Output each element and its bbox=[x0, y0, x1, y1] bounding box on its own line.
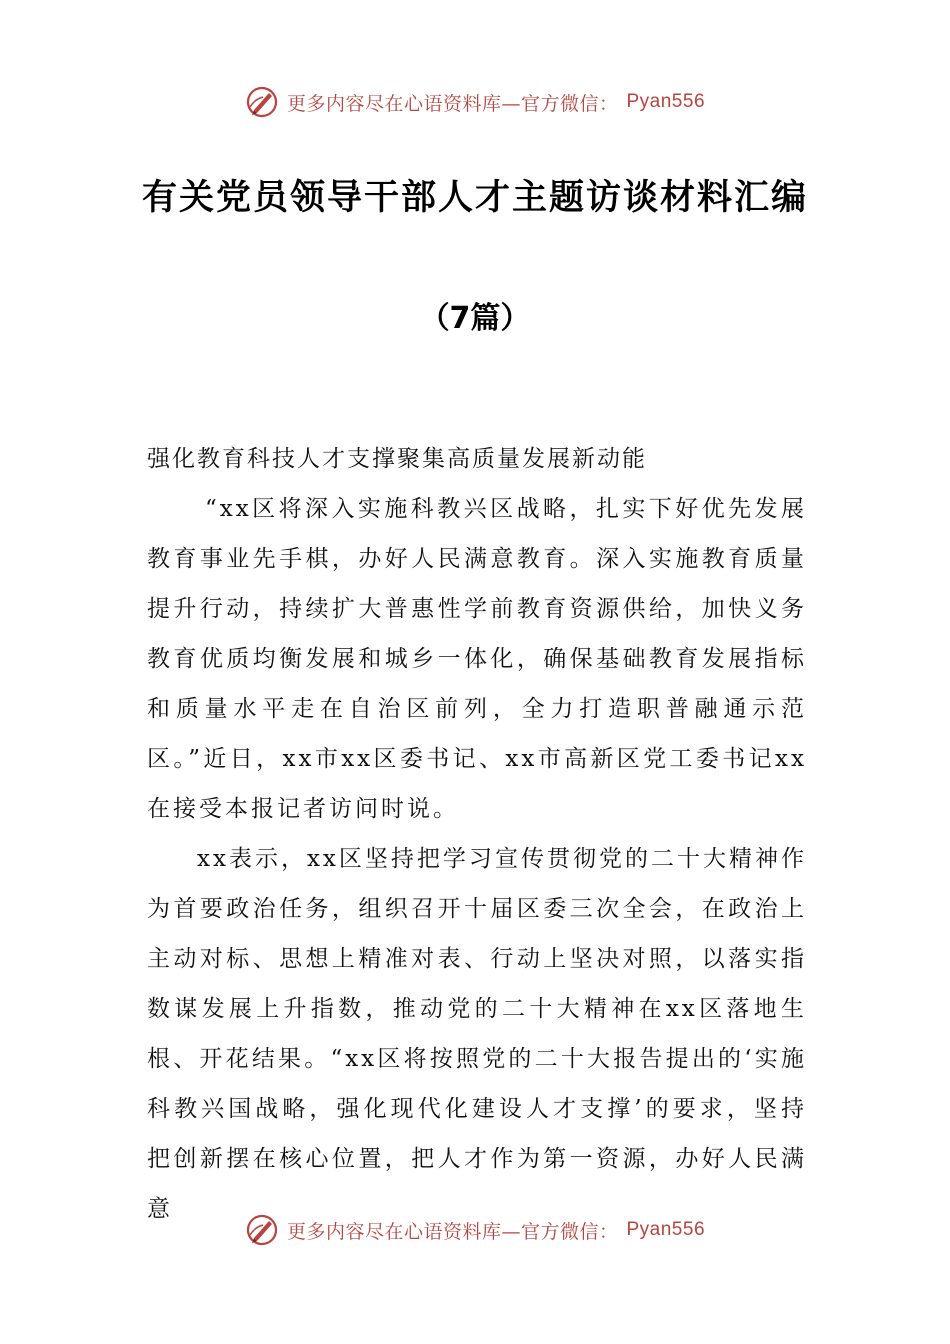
document-body bbox=[147, 434, 807, 1234]
document-subtitle: （7篇） bbox=[419, 301, 531, 336]
watermark-text: 更多内容尽在心语资料库—官方微信： bbox=[286, 92, 619, 115]
paragraph-1: “xx区将深入实施科教兴区战略，扎实下好优先发展教育事业先手棋，办好人民满意教育。深入实施教育质量提升行动，持续扩大普惠性学前教育资源供给，加快义务教育优质均衡发展和城乡一体化，确保基础教育发展指标和质量水平走在自治区前列，全力打造职普融通示范区。”近日，xx市xx区委书记、xx市高新区党工委书记xx在接受本报记者访问时说。 bbox=[147, 496, 807, 822]
watermark-text: 更多内容尽在心语资料库—官方微信： bbox=[286, 1220, 619, 1243]
watermark-footer bbox=[0, 1210, 950, 1250]
watermark-wechat-id: Pyan556 bbox=[626, 1219, 706, 1240]
document-title: 有关党员领导干部人才主题访谈材料汇编 bbox=[141, 178, 808, 218]
watermark-header bbox=[0, 82, 950, 122]
paragraph-2: xx表示，xx区坚持把学习宣传贯彻党的二十大精神作为首要政治任务，组织召开十届区委三次全会，在政治上主动对标、思想上精准对表、行动上坚决对照，以落实指数谋发展上升指数，推动党的二十大精神在xx区落地生根、开花结果。“xx区将按照党的二十大报告提出的‘实施科教兴国战略，强化现代化建设人才支撑’的要求，坚持把创新摆在核心位置，把人才作为第一资源，办好人民满意 bbox=[147, 846, 807, 1222]
section-heading: 强化教育科技人才支撑聚集高质量发展新动能 bbox=[147, 446, 647, 472]
pen-logo-icon bbox=[245, 85, 279, 119]
pen-logo-icon bbox=[245, 1213, 279, 1247]
watermark-wechat-id: Pyan556 bbox=[626, 91, 706, 112]
